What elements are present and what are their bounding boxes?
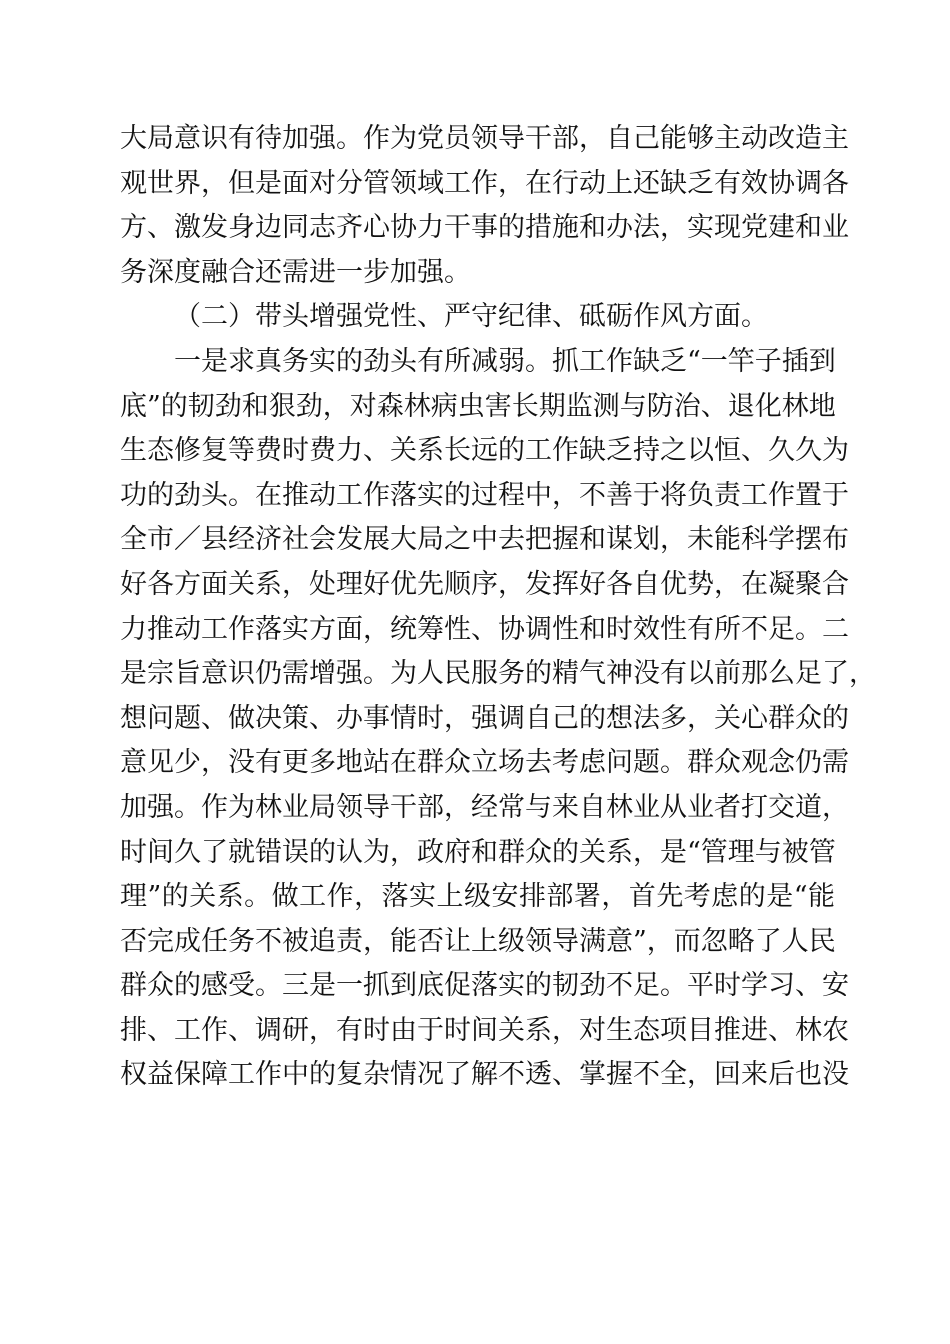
text-line: 意见少，没有更多地站在群众立场去考虑问题。群众观念仍需 (120, 747, 849, 779)
text-line: 观世界，但是面对分管领域工作，在行动上还缺乏有效协调各 (120, 167, 849, 199)
text-line: 底”的韧劲和狠劲，对森林病虫害长期监测与防治、退化林地 (120, 390, 836, 422)
text-line: 群众的感受。三是一抓到底促落实的韧劲不足。平时学习、安 (120, 970, 849, 1002)
text-line: 是宗旨意识仍需增强。为人民服务的精气神没有以前那么足了， (120, 658, 876, 690)
text-line: 功的劲头。在推动工作落实的过程中，不善于将负责工作置于 (120, 479, 849, 511)
text-line: 大局意识有待加强。作为党员领导干部，自己能够主动改造主 (120, 123, 849, 154)
text-line: 力推动工作落实方面，统筹性、协调性和时效性有所不足。二 (120, 613, 849, 645)
section-heading: （二）带头增强党性、严守纪律、砥砺作风方面。 (174, 301, 768, 333)
text-line: 加强。作为林业局领导干部，经常与来自林业从业者打交道， (120, 791, 849, 823)
body-text (120, 117, 876, 1098)
text-line: 方、激发身边同志齐心协力干事的措施和办法，实现党建和业 (120, 212, 849, 244)
text-line: 好各方面关系，处理好优先顺序，发挥好各自优势，在凝聚合 (120, 568, 849, 600)
text-line: 生态修复等费时费力、关系长远的工作缺乏持之以恒、久久为 (120, 435, 849, 467)
text-line: 权益保障工作中的复杂情况了解不透、掌握不全，回来后也没 (120, 1059, 849, 1091)
text-line: 时间久了就错误的认为，政府和群众的关系，是“管理与被管 (120, 836, 836, 868)
text-line: 排、工作、调研，有时由于时间关系，对生态项目推进、林农 (120, 1014, 849, 1046)
text-line: 务深度融合还需进一步加强。 (120, 256, 471, 288)
text-line: 否完成任务不被追责，能否让上级领导满意”，而忽略了人民 (120, 925, 836, 957)
text-line: 一是求真务实的劲头有所减弱。抓工作缺乏“一竿子插到 (174, 345, 836, 377)
text-line: 理”的关系。做工作，落实上级安排部署，首先考虑的是“能 (120, 881, 835, 913)
text-line: 全市／县经济社会发展大局之中去把握和谋划，未能科学摆布 (120, 524, 849, 556)
text-line: 想问题、做决策、办事情时，强调自己的想法多，关心群众的 (120, 702, 849, 734)
